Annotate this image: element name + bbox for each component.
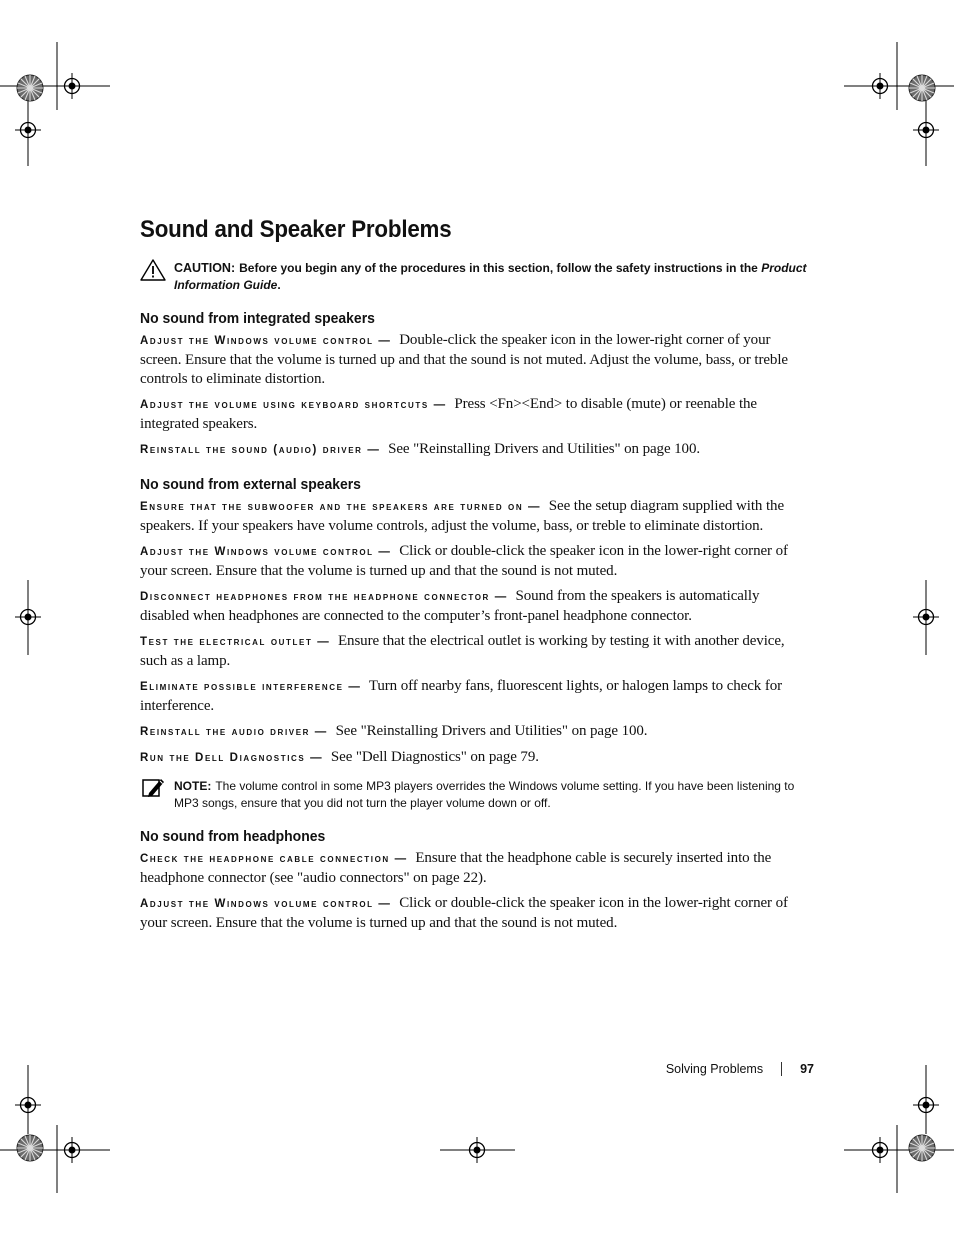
note-label: NOTE: [174, 779, 212, 793]
entry-lead: Reinstall the audio driver — [140, 726, 328, 738]
entry-lead: Test the electrical outlet — [140, 636, 331, 648]
entry-text: Ensure that the electrical outlet is working by testing it with another device, such as a lamp. [140, 633, 785, 669]
troubleshoot-entry [140, 587, 812, 626]
entry-text: Turn off nearby fans, fluorescent lights, or halogen lamps to check for interference. [140, 678, 783, 714]
page-number: 97 [800, 1062, 814, 1076]
entry-text: Ensure that the headphone cable is securely inserted into the headphone connector (see "audio connectors" on page 22). [140, 850, 772, 886]
entry-text: See "Reinstalling Drivers and Utilities" on page 100. [388, 441, 700, 457]
troubleshoot-entry [140, 677, 812, 716]
entry-lead: Adjust the volume using keyboard shortcuts — [140, 399, 447, 411]
troubleshoot-entry [140, 894, 812, 933]
warning-triangle-icon [140, 258, 166, 282]
page-content [140, 216, 812, 939]
footer-section-title: Solving Problems [665, 1062, 764, 1076]
page-footer [666, 1062, 814, 1076]
entry-text: Sound from the speakers is automatically disabled when headphones are connected to the computer’s front-panel headphone connector. [140, 588, 760, 624]
entry-text: See "Reinstalling Drivers and Utilities" on page 100. [335, 723, 648, 739]
entry-text: Press <Fn><End> to disable (mute) or reenable the integrated speakers. [140, 396, 757, 432]
troubleshoot-entry [140, 331, 812, 389]
entry-text: Click or double-click the speaker icon in the lower-right corner of your screen. Ensure that the volume is turned up and that the sound is not muted. [140, 543, 788, 579]
entry-lead: Eliminate possible interference — [140, 681, 362, 693]
entry-lead: Adjust the Windows volume control — [140, 546, 392, 558]
entry-lead: Adjust the Windows volume control — [140, 898, 392, 910]
troubleshoot-entry [140, 632, 812, 671]
troubleshoot-entry [140, 722, 812, 742]
page-title: Sound and Speaker Problems [140, 216, 452, 243]
section-heading-headphones: No sound from headphones [140, 828, 326, 845]
troubleshoot-entry [140, 440, 812, 460]
section-heading-integrated: No sound from integrated speakers [140, 310, 375, 327]
troubleshoot-entry [140, 849, 812, 888]
entry-text: Double-click the speaker icon in the lower-right corner of your screen. Ensure that the volume is turned up and that the sound is not muted. Adjust the volume, bass, or treble controls to eliminate distortion. [140, 332, 788, 387]
caution-emphasis: Product Information Guide [174, 261, 807, 292]
caution-text: Before you begin any of the procedures in this section, follow the safety instructions in the [239, 261, 762, 275]
note-notice [140, 778, 812, 812]
entry-text: See "Dell Diagnostics" on page 79. [330, 749, 539, 765]
troubleshoot-entry [140, 497, 812, 536]
caution-label: CAUTION: [174, 261, 236, 275]
footer-divider [781, 1062, 782, 1076]
entry-lead: Reinstall the sound (audio) driver — [140, 444, 381, 456]
section-heading-external: No sound from external speakers [140, 476, 361, 493]
troubleshoot-entry [140, 542, 812, 581]
entry-lead: Check the headphone cable connection — [140, 853, 408, 865]
troubleshoot-entry [140, 395, 812, 434]
entry-lead: Run the Dell Diagnostics — [140, 752, 324, 764]
caution-end: . [277, 278, 281, 292]
entry-lead: Ensure that the subwoofer and the speakers are turned on — [140, 501, 542, 513]
caution-notice [140, 260, 812, 294]
pencil-note-icon [140, 776, 166, 800]
entry-text: See the setup diagram supplied with the speakers. If your speakers have volume controls, adjust the volume, bass, or treble to eliminate distortion. [140, 498, 784, 534]
note-text: The volume control in some MP3 players overrides the Windows volume setting. If you have been listening to MP3 songs, ensure that you did not turn the player volume down or off. [174, 779, 795, 810]
entry-lead: Disconnect headphones from the headphone connector — [140, 591, 508, 603]
entry-lead: Adjust the Windows volume control — [140, 335, 392, 347]
entry-text: Click or double-click the speaker icon in the lower-right corner of your screen. Ensure that the volume is turned up and that the sound is not muted. [140, 895, 788, 931]
troubleshoot-entry [140, 748, 812, 768]
